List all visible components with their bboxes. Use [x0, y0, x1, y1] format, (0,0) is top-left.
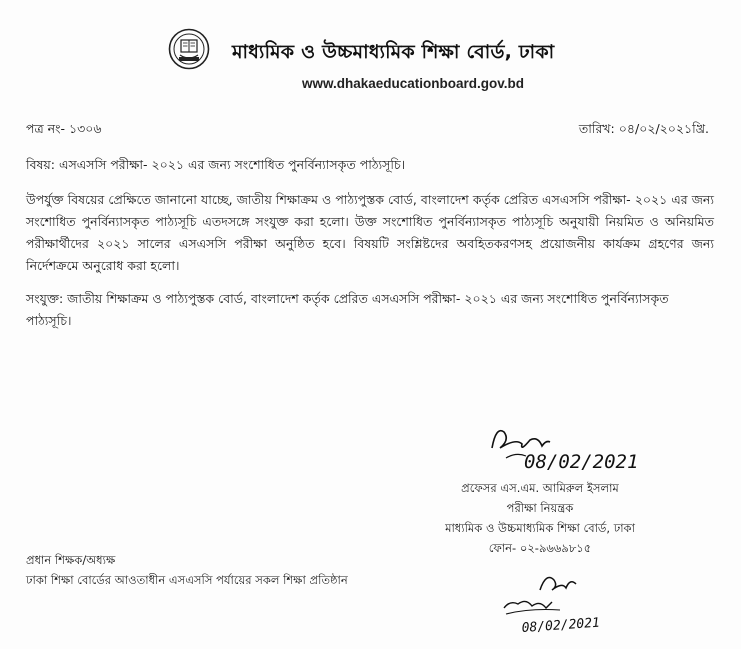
handwritten-initials: [500, 568, 610, 640]
memo-date: তারিখ: ০৪/০২/২০২১খ্রি.: [578, 121, 709, 136]
signatory-block: [420, 478, 660, 558]
initials-date: 08/02/2021: [521, 615, 601, 636]
handwritten-signature: [486, 418, 696, 480]
memo-number: পত্র নং- ১৩০৬: [26, 121, 102, 136]
signatory-phone: ফোন- ০২-৯৬৬৯৮১৫: [488, 541, 592, 555]
board-website: www.dhakaeducationboard.gov.bd: [302, 76, 525, 91]
body-paragraph: উপর্যুক্ত বিষয়ের প্রেক্ষিতে জানানো যাচ্ছে, জাতীয় শিক্ষাক্রম ও পাঠ্যপুস্তক বোর্ড, বাংলাদেশ কর্তৃক প্রেরিত এসএসসি পরীক্ষা- ২০২১ এর জন্য সংশোধিত পুনর্বিন্যাসকৃত পাঠ্যসূচি এতদসঙ্গে সংযুক্ত করা হলো। উক্ত সংশোধিত পুনর্বিন্যাসকৃত পাঠ্যসূচি অনুযায়ী নিয়মিত ও অনিয়মিত পরীক্ষার্থীদের ২০২১ সালের এসএসসি পরীক্ষা অনুষ্ঠিত হবে। বিষয়টি সংশ্লিষ্টদের অবহিতকরণসহ প্রয়োজনীয় কার্যক্রম গ্রহণের জন্য নির্দেশক্রমে অনুরোধ করা হলো।: [26, 192, 714, 273]
recipient-scope: ঢাকা শিক্ষা বোর্ডের আওতাধীন এসএসসি পর্যায়ের সকল শিক্ষা প্রতিষ্ঠান: [26, 573, 348, 587]
subject-line: বিষয়: এসএসসি পরীক্ষা- ২০২১ এর জন্য সংশোধিত পুনর্বিন্যাসকৃত পাঠ্যসূচি।: [26, 157, 406, 172]
signatory-designation: পরীক্ষা নিয়ন্ত্রক: [506, 501, 574, 515]
signature-date: 08/02/2021: [524, 451, 639, 473]
signatory-office: মাধ্যমিক ও উচ্চমাধ্যমিক শিক্ষা বোর্ড, ঢাকা: [445, 521, 635, 535]
recipient-block: [26, 550, 348, 590]
board-title: মাধ্যমিক ও উচ্চমাধ্যমিক শিক্ষা বোর্ড, ঢাকা: [232, 41, 555, 63]
board-seal-icon: [168, 28, 210, 70]
signatory-name: প্রফেসর এস.এম. আমিরুল ইসলাম: [461, 481, 619, 495]
recipient-title: প্রধান শিক্ষক/অধ্যক্ষ: [26, 553, 116, 567]
attachment-note: সংযুক্ত: জাতীয় শিক্ষাক্রম ও পাঠ্যপুস্তক বোর্ড, বাংলাদেশ কর্তৃক প্রেরিত এসএসসি পরীক্ষা- ২০২১ এর জন্য সংশোধিত পুনর্বিন্যাসকৃত পাঠ্যসূচি।: [26, 291, 669, 328]
